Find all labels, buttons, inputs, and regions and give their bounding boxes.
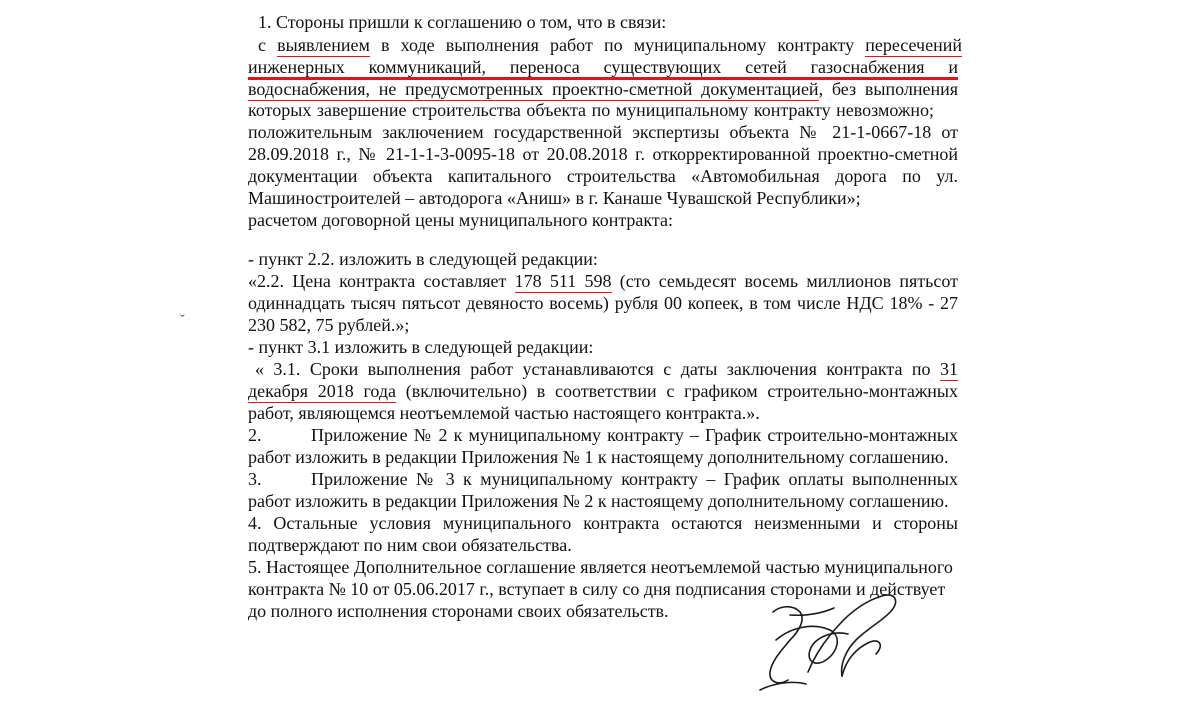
clause-2-2-line-1: «2.2. Цена контракта составляет 178 511 598 (сто семьдесят восемь миллионов пятьсот: [248, 271, 958, 293]
handwritten-signature: [760, 595, 896, 690]
paragraph-1-line-3: водоснабжения, не предусмотренных проектно-сметной документацией, без выполнения: [248, 79, 958, 101]
margin-mark: ˇ: [180, 313, 185, 328]
highlight-vodosnabzheniya: водоснабжения, не предусмотренных проектно-сметной документацией: [248, 79, 819, 101]
highlight-deadline-day: 31: [940, 359, 958, 381]
paragraph-3-line-1: Приложение № 3 к муниципальному контракту – График оплаты выполненных: [311, 469, 958, 489]
clause-2-2-intro: - пункт 2.2. изложить в следующей редакции:: [248, 249, 598, 269]
paragraph-2-number: 2.: [248, 425, 262, 445]
paragraph-2-line-2: работ изложить в редакции Приложения № 1 к настоящему дополнительному соглашению.: [248, 447, 949, 467]
paragraph-3-number: 3.: [248, 469, 262, 489]
paragraph-5-line-1: 5. Настоящее Дополнительное соглашение является неотъемлемой частью муниципального: [248, 557, 953, 577]
paragraph-1-intro: 1. Стороны пришли к соглашению о том, что в связи:: [258, 12, 667, 32]
highlight-vyyavleniem: выявлением: [277, 35, 370, 57]
paragraph-1-line-4: которых завершение строительства объекта по муниципальному контракту невозможно;: [248, 100, 934, 120]
paragraph-4-line-1: 4. Остальные условия муниципального контракта остаются неизменными и стороны: [248, 513, 958, 533]
paragraph-2-line-1: Приложение № 2 к муниципальному контракту – График строительно-монтажных: [311, 425, 958, 445]
paragraph-1-line-2-highlighted: инженерных коммуникаций, переноса существующих сетей газоснабжения и: [248, 57, 958, 80]
clause-3-1-intro: - пункт 3.1 изложить в следующей редакции:: [248, 337, 594, 357]
paragraph-1-line-9: расчетом договорной цены муниципального контракта:: [248, 210, 674, 230]
paragraph-1-line-7: документации объекта капитального строительства «Автомобильная дорога по ул.: [248, 166, 958, 186]
paragraph-1-line-5: положительным заключением государственной экспертизы объекта № 21-1-0667-18 от: [248, 122, 958, 142]
paragraph-1-line-8: Машиностроителей – автодорога «Аниш» в г. Канаше Чувашской Республики»;: [248, 188, 861, 208]
paragraph-3-line-2: работ изложить в редакции Приложения № 2 к настоящему дополнительному соглашению.: [248, 491, 949, 511]
highlight-deadline-month-year: декабря 2018 года: [248, 381, 396, 403]
paragraph-1-line-6: 28.09.2018 г., № 21-1-1-3-0095-18 от 20.08.2018 г. откорректированной проектно-сметной: [248, 144, 958, 164]
clause-3-1-line-3: работ, являющемся неотъемлемой частью настоящего контракта.».: [248, 403, 760, 423]
clause-2-2-line-3: 230 582, 75 рублей.»;: [248, 315, 410, 335]
clause-3-1-line-1: « 3.1. Сроки выполнения работ устанавливаются с даты заключения контракта по 31: [255, 359, 958, 381]
paragraph-5-line-3: до полного исполнения сторонами своих обязательств.: [248, 601, 669, 621]
clause-2-2-line-2: одиннадцать тысяч пятьсот девяносто восемь) рубля 00 копеек, в том числе НДС 18% - 27: [248, 293, 958, 313]
paragraph-1-line-1: с выявлением в ходе выполнения работ по муниципальному контракту пересечений: [258, 35, 962, 57]
highlight-peresecheniy: пересечений: [865, 35, 962, 57]
paragraph-5-line-2: контракта № 10 от 05.06.2017 г., вступает в силу со дня подписания сторонами и действует: [248, 579, 946, 599]
paragraph-4-line-2: подтверждают по ним свои обязательства.: [248, 535, 572, 555]
clause-3-1-line-2: декабря 2018 года (включительно) в соответствии с графиком строительно-монтажных: [248, 381, 958, 403]
highlight-contract-price: 178 511 598: [515, 271, 612, 293]
